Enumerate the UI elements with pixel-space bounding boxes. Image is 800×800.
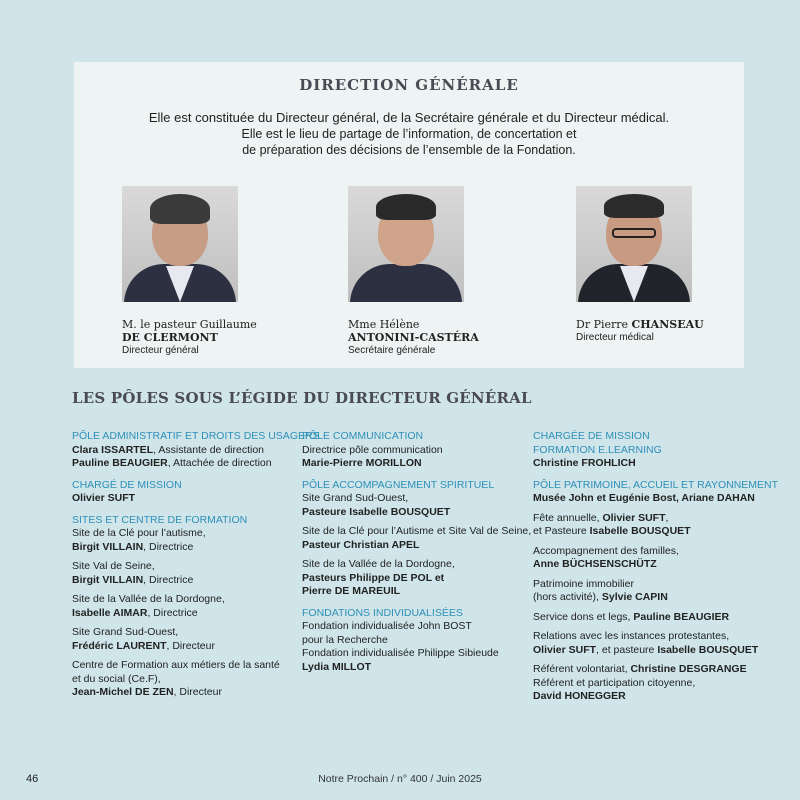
- person-card: [576, 186, 776, 344]
- description-line: Elle est constituée du Directeur général, de la Secrétaire générale et du Directeur médical.: [148, 110, 670, 125]
- direction-panel: [74, 62, 744, 368]
- portrait-photo: [576, 186, 692, 302]
- heading: FORMATION E.LEARNING: [533, 443, 662, 456]
- section-title: LES PÔLES SOUS L’ÉGIDE DU DIRECTEUR GÉNÉRAL: [72, 389, 532, 407]
- description-line: de préparation des décisions de l’ensemble de la Fondation.: [242, 143, 576, 157]
- heading: CHARGÉE DE MISSION: [533, 430, 650, 442]
- heading: CHARGÉ DE MISSION: [72, 478, 182, 491]
- portrait-photo: [122, 186, 238, 302]
- person-card: [348, 186, 548, 357]
- column-right: CHARGÉE DE MISSION FORMATION E.LEARNING Christine FROHLICH PÔLE PATRIMOINE, ACCUEIL ET RAYONNEMENT Musée John et Eugénie Bost, Ariane DAHAN Fête annuelle, Olivier SUFT, et Pasteure Isabelle BOUSQUET Accompagnement des familles, Anne BÜCHSENSCHÜTZ Patrimoine immobilier (hors activité), Sylvie CAPIN Service dons et legs, Pauline BEAUGIER Relations avec les instances protestantes, Olivier SUFT, et pasteure Isabelle BOUSQUET Référent volontariat, Christine DESGRANGE Référent et participation citoyenne, David HONEGGER: [533, 430, 779, 702]
- heading: PÔLE PATRIMOINE, ACCUEIL ET RAYONNEMENT: [533, 478, 779, 491]
- heading: PÔLE ADMINISTRATIF ET DROITS DES USAGERS: [72, 430, 320, 442]
- person-name: Dr Pierre CHANSEAU: [576, 318, 704, 331]
- heading: SITES ET CENTRE DE FORMATION: [72, 513, 248, 526]
- column-left: PÔLE ADMINISTRATIF ET DROITS DES USAGERS Clara ISSARTEL, Assistante de direction Pauline BEAUGIER, Attachée de direction CHARGÉ DE MISSION Olivier SUFT SITES ET CENTRE DE FORMATION Site de la Clé pour l’autisme, Birgit VILLAIN, Directrice Site Val de Seine, Birgit VILLAIN, Directrice Site de la Vallée de la Dordogne, Isabelle AIMAR, Directrice Site Grand Sud-Ouest, Frédéric LAURENT, Directeur Centre de Formation aux métiers de la santé et du social (Ce.F), Jean-Michel DE ZEN, Directeur: [72, 430, 320, 698]
- person-role: Secrétaire générale: [348, 345, 436, 356]
- heading: PÔLE ACCOMPAGNEMENT SPIRITUEL: [302, 478, 495, 491]
- heading: PÔLE COMMUNICATION: [302, 430, 424, 442]
- portrait-photo: [348, 186, 464, 302]
- person-role: Directeur général: [122, 345, 199, 356]
- heading: FONDATIONS INDIVIDUALISÉES: [302, 606, 463, 619]
- person-name: Mme Hélène: [348, 318, 420, 331]
- person-surname: DE CLERMONT: [122, 331, 218, 344]
- person-card: [122, 186, 322, 357]
- column-middle: PÔLE COMMUNICATION Directrice pôle communication Marie-Pierre MORILLON PÔLE ACCOMPAGNEMENT SPIRITUEL Site Grand Sud-Ouest, Pasteure Isabelle BOUSQUET Site de la Clé pour l’Autisme et Site Val de Seine, Pasteur Christian APEL Site de la Vallée de la Dordogne, Pasteurs Philippe DE POL et Pierre DE MAREUIL FONDATIONS INDIVIDUALISÉES Fondation individualisée John BOST pour la Recherche Fondation individualisée Philippe Sibieude Lydia MILLOT: [302, 430, 532, 673]
- person-name: M. le pasteur Guillaume: [122, 318, 257, 331]
- issue-info: Notre Prochain / n° 400 / Juin 2025: [318, 773, 482, 785]
- person-role: Directeur médical: [576, 332, 654, 343]
- description-line: Elle est le lieu de partage de l’information, de concertation et: [241, 127, 577, 141]
- direction-title: DIRECTION GÉNÉRALE: [299, 76, 519, 94]
- person-surname: ANTONINI-CASTÉRA: [348, 331, 479, 344]
- page-number: 46: [26, 773, 39, 785]
- direction-description: [74, 110, 744, 158]
